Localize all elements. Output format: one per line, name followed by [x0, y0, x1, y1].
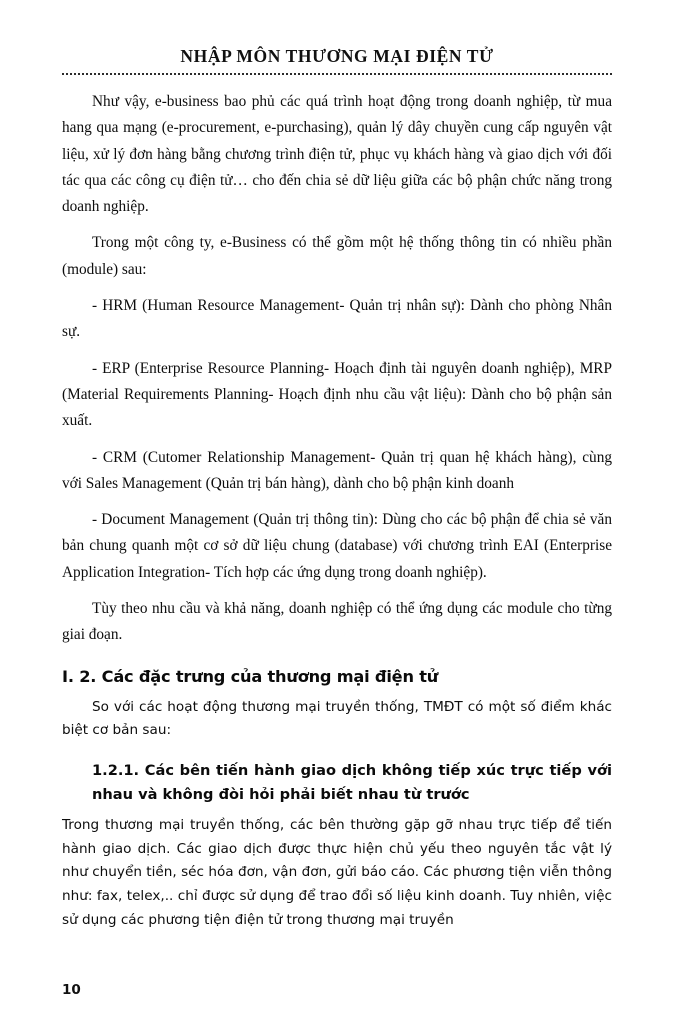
paragraph-spacer [62, 436, 612, 445]
section-heading: I. 2. Các đặc trưng của thương mại điện tử [62, 666, 439, 686]
paragraph-spacer [62, 221, 612, 230]
subsection-body [62, 814, 612, 932]
running-header: NHẬP MÔN THƯƠNG MẠI ĐIỆN TỬ [180, 46, 494, 66]
paragraph-2: Trong một công ty, e-Business có thể gồm một hệ thống thông tin có nhiều phần (module) sau: [62, 234, 612, 278]
list-item-document-management: - Document Management (Quản trị thông tin): Dùng cho các bộ phận để chia sẻ văn bản chung quanh một cơ sở dữ liệu chung (database) với chương trình EAI (Enterprise Application Integration- Tích hợp các ứng dụng trong doanh nghiệp). [62, 511, 612, 581]
subsection-paragraph: Trong thương mại truyền thống, các bên thường gặp gỡ nhau trực tiếp để tiến hành giao dịch. Các giao dịch được thực hiện chủ yếu theo nguyên tắc vật lý như chuyển tiền, séc hóa đơn, vận đơn, gửi báo cáo. Các phương tiện viễn thông như: fax, telex,.. chỉ được sử dụng để trao đổi số liệu kinh doanh. Tuy nhiên, việc sử dụng các phương tiện điện tử trong thương mại truyền [62, 817, 612, 928]
paragraph-spacer [62, 284, 612, 293]
header-divider [62, 73, 612, 75]
paragraph-3: Tùy theo nhu cầu và khả năng, doanh nghiệp có thể ứng dụng các module cho từng giai đoạn. [62, 600, 612, 644]
list-item-crm: - CRM (Cutomer Relationship Management- Quản trị quan hệ khách hàng), cùng với Sales Management (Quản trị bán hàng), dành cho bộ phận kinh doanh [62, 448, 612, 492]
body-content [62, 89, 612, 649]
paragraph-spacer [62, 347, 612, 356]
subsection-heading: 1.2.1. Các bên tiến hành giao dịch không tiếp xúc trực tiếp với nhau và không đòi hỏi phải biết nhau từ trước [92, 761, 612, 803]
list-item-erp: - ERP (Enterprise Resource Planning- Hoạch định tài nguyên doanh nghiệp), MRP (Material Requirements Planning- Hoạch định nhu cầu vật liệu): Dành cho bộ phận sản xuất. [62, 359, 612, 430]
paragraph-spacer [62, 498, 612, 507]
paragraph-spacer [62, 587, 612, 596]
section-intro-paragraph: So với các hoạt động thương mại truyền thống, TMĐT có một số điểm khác biệt cơ bản sau: [62, 698, 612, 739]
paragraph-1: Như vậy, e-business bao phủ các quá trình hoạt động trong doanh nghiệp, từ mua hang qua mạng (e-procurement, e-purchasing), quản lý dây chuyền cung cấp nguyên vật liệu, xử lý đơn hàng bằng chương trình điện tử, phục vụ khách hàng và giao dịch với đối tác qua các công cụ điện tử… cho đến chia sẻ dữ liệu giữa các bộ phận chức năng trong doanh nghiệp. [62, 93, 612, 216]
section-intro-block [62, 696, 612, 743]
page-number: 10 [62, 982, 81, 998]
list-item-hrm: - HRM (Human Resource Management- Quản trị nhân sự): Dành cho phòng Nhân sự. [62, 297, 612, 341]
